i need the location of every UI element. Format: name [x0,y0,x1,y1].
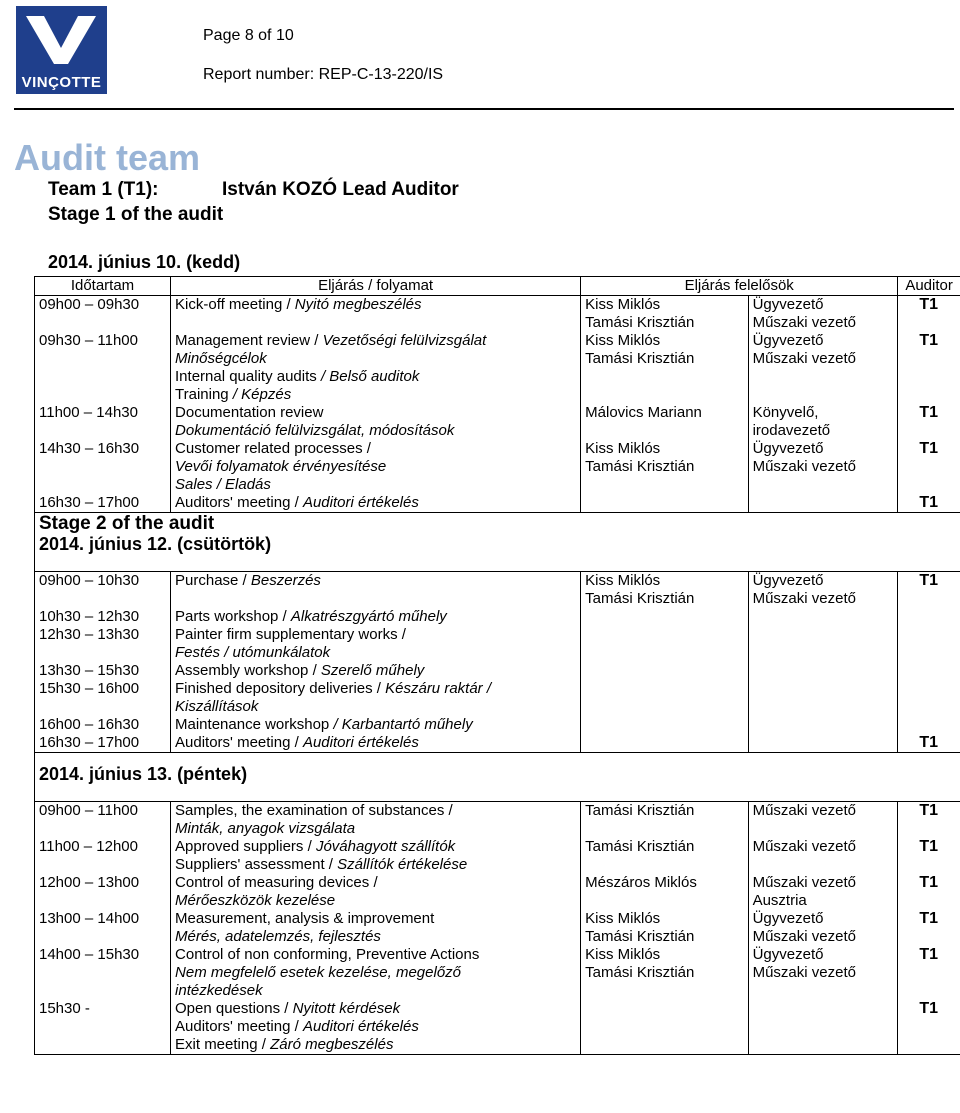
process-line [175,422,576,440]
auditor-cell: T1 [898,332,960,404]
team-label: Team 1 (T1): [48,179,159,200]
auditor-cell: T1 [898,404,960,440]
function-cell [748,874,898,910]
process-line [175,838,576,856]
responsible-cell [581,716,748,734]
table-row [35,296,960,333]
cell-line: Ügyvezető [752,910,824,927]
time-cell: 09h00 – 10h30 [35,572,171,609]
auditor-cell: T1 [898,494,960,513]
process-line [175,680,576,698]
table-row [35,440,960,494]
function-cell [748,734,898,753]
process-text: Suppliers' assessment / [175,856,338,873]
cell-line: Ausztria [752,892,807,909]
process-line [175,404,576,422]
date-1: 2014. június 10. (kedd) [48,252,241,272]
process-text-hu: / Képzés [232,386,292,403]
process-text-hu: Auditori értékelés [302,1018,419,1035]
process-text-hu: Auditori értékelés [302,734,419,751]
function-cell [748,838,898,874]
table-row [35,404,960,440]
process-line [175,296,576,314]
time-cell: 16h30 – 17h00 [35,734,171,753]
process-text-hu: / Karbantartó műhely [333,716,473,733]
cell-line: Tamási Krisztián [585,458,695,475]
cell-line: Tamási Krisztián [585,350,695,367]
process-text-hu: Minták, anyagok vizsgálata [175,820,356,837]
function-cell [748,608,898,626]
auditor-cell: T1 [898,572,960,609]
cell-line: Mészáros Miklós [585,874,697,891]
auditor-cell: T1 [898,946,960,1000]
time-cell: 13h00 – 14h00 [35,910,171,946]
process-text: Exit meeting / [175,1036,271,1053]
team-line [48,179,459,201]
function-cell [748,440,898,494]
process-text-hu: Vevői folyamatok érvényesítése [175,458,387,475]
table-row [35,626,960,662]
stage1-heading: Stage 1 of the audit [48,204,224,225]
process-line [175,1036,576,1054]
cell-line: Műszaki vezető [752,590,856,607]
time-cell: 09h00 – 09h30 [35,296,171,333]
process-text: Parts workshop / [175,608,291,625]
table-row [35,946,960,1000]
team-lead: István KOZÓ Lead Auditor [222,179,459,200]
process-line [175,856,576,874]
auditor-cell: T1 [898,838,960,874]
process-line [175,698,576,716]
cell-line: Műszaki vezető [752,964,856,981]
process-text-hu: Kiszállítások [175,698,259,715]
process-text-hu: Auditori értékelés [302,494,419,511]
responsible-cell [581,1000,748,1055]
page-number: Page 8 of 10 [203,27,294,44]
report-number: Report number: REP-C-13-220/IS [203,66,444,83]
date-3: 2014. június 13. (péntek) [39,764,248,784]
process-text: Finished depository deliveries / [175,680,386,697]
responsible-cell [581,802,748,839]
responsible-cell [581,626,748,662]
page-title: Audit team [14,137,201,178]
process-cell [171,572,581,609]
cell-line: Tamási Krisztián [585,964,695,981]
responsible-cell [581,946,748,1000]
process-text: Maintenance workshop [175,716,334,733]
process-line [175,644,576,662]
time-cell: 16h00 – 16h30 [35,716,171,734]
table-row [35,874,960,910]
responsible-cell [581,332,748,404]
cell-line: Kiss Miklós [585,440,661,457]
process-line [175,716,576,734]
process-text-hu: intézkedések [175,982,263,999]
function-cell [748,494,898,513]
process-text-hu: Festés / utómunkálatok [175,644,331,661]
process-text: Management review / [175,332,323,349]
process-text-hu: Minőségcélok [175,350,267,367]
process-line [175,820,576,838]
cell-line: Kiss Miklós [585,332,661,349]
table-row [35,608,960,626]
cell-line: Műszaki vezető [752,458,856,475]
process-text-hu: Alkatrészgyártó műhely [290,608,447,625]
header-cell: Eljárás / folyamat [171,277,581,296]
auditor-cell: T1 [898,734,960,753]
time-cell: 10h30 – 12h30 [35,608,171,626]
process-cell [171,662,581,680]
auditor-cell [898,680,960,716]
stage2-row [35,513,960,572]
cell-line: Műszaki vezető [752,314,856,331]
process-cell [171,494,581,513]
table-row [35,494,960,513]
process-text: Control of measuring devices / [175,874,378,891]
header-cell: Eljárás felelősök [581,277,898,296]
process-text: Measurement, analysis & improvement [175,910,435,927]
process-cell [171,802,581,839]
cell-line: Ügyvezető [752,946,824,963]
process-line [175,662,576,680]
process-text-hu: Nyitó megbeszélés [294,296,422,313]
responsible-cell [581,734,748,753]
auditor-cell: T1 [898,802,960,839]
process-line [175,440,576,458]
process-text: Internal quality audits [175,368,321,385]
header-divider [14,108,954,110]
auditor-cell: T1 [898,440,960,494]
time-cell: 09h30 – 11h00 [35,332,171,404]
process-text-hu: Mérőeszközök kezelése [175,892,336,909]
time-cell: 15h30 - [35,1000,171,1055]
responsible-cell [581,662,748,680]
table-row [35,838,960,874]
process-line [175,964,576,982]
header-cell: Időtartam [35,277,171,296]
cell-line: Tamási Krisztián [585,838,695,855]
process-text: Purchase / [175,572,251,589]
cell-line: Műszaki vezető [752,928,856,945]
process-text-hu: Záró megbeszélés [270,1036,394,1053]
time-cell: 16h30 – 17h00 [35,494,171,513]
cell-line: Ügyvezető [752,296,824,313]
table-row [35,802,960,839]
time-cell: 14h30 – 16h30 [35,440,171,494]
process-cell [171,910,581,946]
process-text-hu: Szállítók értékelése [337,856,468,873]
process-text-hu: Jóváhagyott szállítók [315,838,456,855]
function-cell [748,910,898,946]
process-line [175,734,576,752]
process-line [175,494,576,512]
cell-line: Tamási Krisztián [585,802,695,819]
process-cell [171,626,581,662]
function-cell [748,716,898,734]
process-line [175,946,576,964]
function-cell [748,626,898,662]
process-text: Painter firm supplementary works / [175,626,406,643]
process-cell [171,874,581,910]
company-logo [16,6,107,94]
process-line [175,458,576,476]
process-line [175,892,576,910]
cell-line: Málovics Mariann [585,404,702,421]
time-cell: 13h30 – 15h30 [35,662,171,680]
date-2: 2014. június 12. (csütörtök) [39,534,272,554]
auditor-cell [898,662,960,680]
header-cell: Auditor [898,277,960,296]
function-cell [748,802,898,839]
process-line [175,572,576,590]
process-text-hu: Dokumentáció felülvizsgálat, módosítások [175,422,455,439]
responsible-cell [581,494,748,513]
table-row [35,1000,960,1055]
cell-line: Műszaki vezető [752,802,856,819]
cell-line: Kiss Miklós [585,296,661,313]
process-text-hu: Sales / Eladás [175,476,271,493]
function-cell [748,946,898,1000]
responsible-cell [581,296,748,333]
process-line [175,874,576,892]
process-line [175,332,576,350]
date3-row [35,753,960,802]
time-cell: 14h00 – 15h30 [35,946,171,1000]
function-cell [748,1000,898,1055]
process-line [175,626,576,644]
cell-line: irodavezető [752,422,831,439]
responsible-cell [581,572,748,609]
process-cell [171,838,581,874]
process-text-hu: Nyitott kérdések [292,1000,401,1017]
process-text: Auditors' meeting / [175,1018,303,1035]
responsible-cell [581,404,748,440]
auditor-cell [898,608,960,626]
process-text-hu: Beszerzés [250,572,321,589]
process-cell [171,734,581,753]
table-row [35,572,960,609]
process-cell [171,608,581,626]
process-text: Open questions / [175,1000,293,1017]
process-line [175,386,576,404]
table-row [35,662,960,680]
cell-line: Könyvelő, [752,404,819,421]
process-line [175,608,576,626]
responsible-cell [581,910,748,946]
auditor-cell [898,716,960,734]
cell-line: Műszaki vezető [752,874,856,891]
function-cell [748,572,898,609]
process-text-hu: Szerelő műhely [320,662,425,679]
cell-line: Műszaki vezető [752,838,856,855]
responsible-cell [581,608,748,626]
process-text: Auditors' meeting / [175,494,303,511]
process-text-hu: Nem megfelelő esetek kezelése, megelőző [175,964,461,981]
process-text: Samples, the examination of substances / [175,802,453,819]
time-cell: 12h30 – 13h30 [35,626,171,662]
cell-line: Kiss Miklós [585,572,661,589]
process-line [175,982,576,1000]
function-cell [748,296,898,333]
time-cell: 12h00 – 13h00 [35,874,171,910]
table-row [35,716,960,734]
process-text-hu: / Belső auditok [320,368,420,385]
cell-line: Kiss Miklós [585,910,661,927]
function-cell [748,332,898,404]
stage2-heading: Stage 2 of the audit [39,513,215,534]
process-line [175,1018,576,1036]
logo-text: VINÇOTTE [21,74,102,91]
process-line [175,928,576,946]
process-text-hu: Készáru raktár / [385,680,491,697]
process-line [175,368,576,386]
function-cell [748,680,898,716]
responsible-cell [581,838,748,874]
function-cell [748,404,898,440]
process-text-hu: Mérés, adatelemzés, fejlesztés [175,928,381,945]
auditor-cell: T1 [898,874,960,910]
process-text: Assembly workshop / [175,662,321,679]
process-text: Auditors' meeting / [175,734,303,751]
time-cell: 09h00 – 11h00 [35,802,171,839]
responsible-cell [581,874,748,910]
process-cell [171,680,581,716]
schedule-table [34,276,960,1055]
process-text: Kick-off meeting / [175,296,295,313]
process-cell [171,946,581,1000]
responsible-cell [581,680,748,716]
cell-line: Műszaki vezető [752,350,856,367]
table-row [35,910,960,946]
cell-line: Ügyvezető [752,440,824,457]
time-cell: 11h00 – 14h30 [35,404,171,440]
process-text: Customer related processes / [175,440,371,457]
process-line [175,350,576,368]
table-row [35,734,960,753]
v-mark-icon [16,6,107,76]
auditor-cell: T1 [898,296,960,333]
function-cell [748,662,898,680]
process-text-hu: Vezetőségi felülvizsgálat [322,332,487,349]
responsible-cell [581,440,748,494]
process-text: Approved suppliers / [175,838,316,855]
time-cell: 15h30 – 16h00 [35,680,171,716]
auditor-cell [898,626,960,662]
process-cell [171,1000,581,1055]
auditor-cell: T1 [898,910,960,946]
cell-line: Tamási Krisztián [585,928,695,945]
process-text: Control of non conforming, Preventive Actions [175,946,480,963]
process-line [175,476,576,494]
process-cell [171,404,581,440]
auditor-cell: T1 [898,1000,960,1055]
process-line [175,910,576,928]
cell-line: Ügyvezető [752,332,824,349]
cell-line: Tamási Krisztián [585,590,695,607]
process-cell [171,296,581,333]
process-text: Documentation review [175,404,324,421]
table-header-row [35,277,960,296]
cell-line: Tamási Krisztián [585,314,695,331]
process-cell [171,440,581,494]
process-text: Training [175,386,233,403]
process-cell [171,716,581,734]
table-row [35,680,960,716]
process-line [175,1000,576,1018]
table-row [35,332,960,404]
cell-line: Kiss Miklós [585,946,661,963]
process-cell [171,332,581,404]
cell-line: Ügyvezető [752,572,824,589]
process-line [175,802,576,820]
time-cell: 11h00 – 12h00 [35,838,171,874]
